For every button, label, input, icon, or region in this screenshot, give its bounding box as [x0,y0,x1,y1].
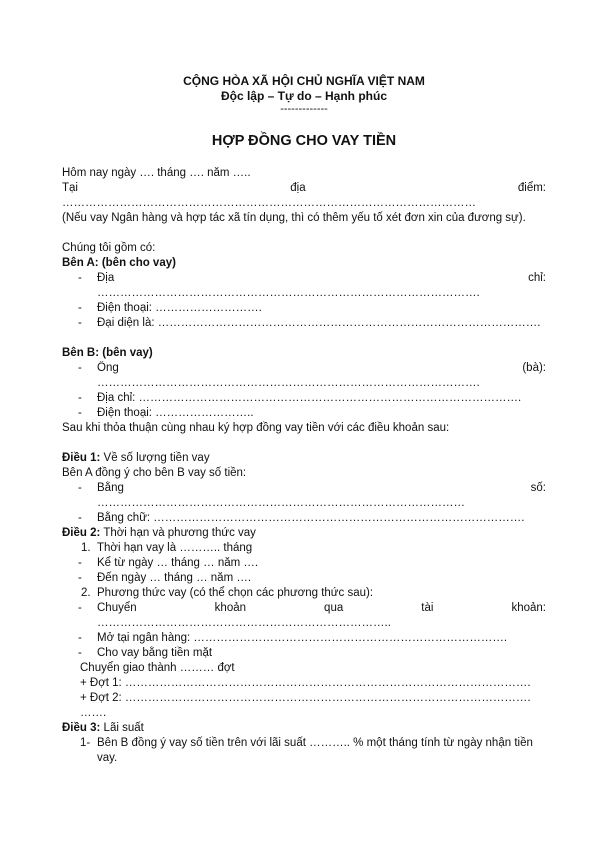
bullet: - [78,602,82,614]
contract-place [62,181,546,196]
place-word: điểm: [517,182,546,194]
party-b-heading: Bên B: (bên vay) [62,347,153,359]
address-word: chỉ: [528,272,546,284]
transfer-word: khoản [214,602,247,614]
transfer-word: qua [324,602,344,614]
article-1-label: Điều 1: [62,452,101,464]
handover-phases: Chuyển giao thành ……… đợt [80,662,235,674]
loan-method [62,586,546,601]
party-b-name [62,361,546,376]
bullet: - [78,392,82,404]
amount-in-words-text: Bằng chữ: ……………………………………………………………………………………. [97,512,525,524]
bank-name-text: Mở tại ngân hàng: ………………………………………………………………………. [97,632,508,644]
place-word: Tại [62,182,78,194]
loan-to-text: Đến ngày … tháng … năm …. [97,572,252,584]
cash-loan-text: Cho vay bằng tiền mặt [97,647,213,659]
party-b-phone [62,406,546,421]
party-a-representative [62,316,546,331]
national-motto: Độc lập – Tự do – Hạnh phúc [220,89,388,103]
figures-word: Bằng [97,482,124,494]
party-a-address-dots: ………………………………………………………………………………………. [97,287,480,299]
bullet: - [78,512,82,524]
contract-date: Hôm nay ngày …. tháng …. năm ….. [62,167,251,179]
figures-word: số: [530,482,546,494]
party-b-name-dots: ………………………………………………………………………………………. [97,377,480,389]
agreement-statement: Sau khi thỏa thuận cùng nhau ký hợp đồng vay tiền với các điều khoản sau: [62,422,450,434]
bullet: - [78,647,82,659]
bullet: - [78,632,82,644]
bullet: - [78,557,82,569]
party-b-address [62,391,546,406]
transfer-word: tài [421,602,434,614]
parties-intro: Chúng tôi gồm có: [62,242,156,254]
bullet: - [78,272,82,284]
bullet: - [78,362,82,374]
item-number: 1- [80,737,91,749]
bank-note: (Nếu vay Ngân hàng và hợp tác xã tín dụng, thì có thêm yếu tố xét đơn xin của đương sự). [62,212,526,224]
country-name: CỘNG HÒA XÃ HỘI CHỦ NGHĨA VIỆT NAM [183,74,425,88]
loan-to-date [62,571,546,586]
loan-term-text: Thời hạn vay là ……….. tháng [97,542,253,554]
party-a-address [62,271,546,286]
header-rule: ------------- [280,103,328,115]
party-a-heading: Bên A: (bên cho vay) [62,257,176,269]
party-a-rep-text: Đại diện là: ………………………………………………………………………………………. [97,317,541,329]
article-2-title: Thời hạn và phương thức vay [103,527,256,539]
interest-rate [62,736,546,766]
loan-method-text: Phương thức vay (có thể chọn các phương thức sau): [97,587,374,599]
amount-in-figures [62,481,546,496]
phase-1: + Đợt 1: ……………………………………………………………………………………………. [80,677,531,689]
bank-name [62,631,546,646]
phase-2-continuation: ……. [80,707,107,719]
loan-from-text: Kể từ ngày … tháng … năm …. [97,557,259,569]
item-number: 2. [81,587,91,599]
article-1-heading [62,451,546,466]
bank-transfer-dots: ………………………………………………………………….. [97,617,391,629]
place-word: địa [290,182,306,194]
interest-rate-text: Bên B đồng ý vay số tiền trên với lãi suất ……….. % một tháng tính từ ngày nhận tiền vay. [97,737,533,764]
name-word: Ông [97,362,119,374]
transfer-word: khoản: [511,602,546,614]
party-b-address-text: Địa chỉ: ………………………………………………………………………………………. [97,392,522,404]
party-b-phone-text: Điện thoại: …………………….. [97,407,254,419]
document-title: HỢP ĐỒNG CHO VAY TIỀN [211,133,397,149]
transfer-word: Chuyển [97,602,137,614]
amount-in-figures-dots: …………………………………………………………………………………… [97,497,465,509]
article-1-title: Về số lượng tiền vay [103,452,210,464]
item-number: 1. [81,542,91,554]
bank-transfer [62,601,546,616]
article-2-heading [62,526,546,541]
contract-place-dots: ……………………………………………………………………………………………… [62,197,476,209]
bullet: - [78,407,82,419]
bullet: - [78,572,82,584]
loan-term [62,541,546,556]
address-word: Địa [97,272,115,284]
article-3-title: Lãi suất [103,722,144,734]
phase-2: + Đợt 2: ……………………………………………………………………………………………. [80,692,531,704]
name-word: (bà): [522,362,546,374]
party-a-phone-text: Điện thoại: ………………………. [97,302,262,314]
loan-from-date [62,556,546,571]
bullet: - [78,302,82,314]
party-a-phone [62,301,546,316]
article-2-label: Điều 2: [62,527,101,539]
bullet: - [78,482,82,494]
bullet: - [78,317,82,329]
article-3-label: Điều 3: [62,722,101,734]
cash-loan [62,646,546,661]
amount-in-words [62,511,546,526]
article-3-heading [62,721,546,736]
article-1-text: Bên A đồng ý cho bên B vay số tiền: [62,467,247,479]
